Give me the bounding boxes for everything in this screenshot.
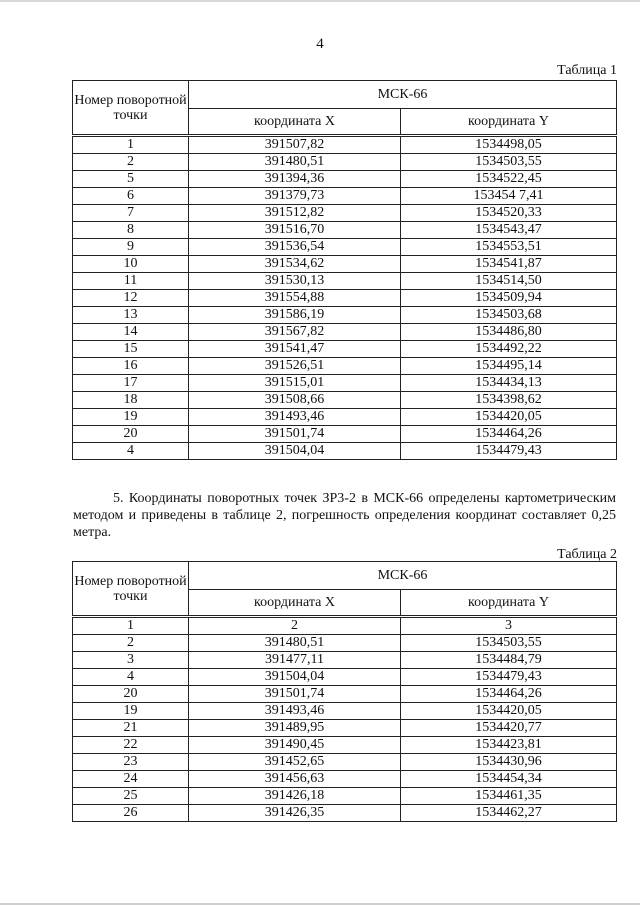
- cell-coordinate-x: 391534,62: [189, 256, 401, 273]
- cell-coordinate-x: 391512,82: [189, 205, 401, 222]
- header-coordinate-x: координата X: [189, 109, 401, 136]
- cell-coordinate-y: 1534553,51: [401, 239, 617, 256]
- cell-coordinate-y: 1534503,55: [401, 154, 617, 171]
- table-row: [73, 205, 617, 222]
- table-row: [73, 771, 617, 788]
- table-row: [73, 720, 617, 737]
- table-row: [73, 805, 617, 822]
- cell-point-number: 5: [73, 171, 189, 188]
- table-row: [73, 290, 617, 307]
- cell-point-number: 24: [73, 771, 189, 788]
- cell-point-number: 26: [73, 805, 189, 822]
- table-row: [73, 788, 617, 805]
- cell-coordinate-x: 391480,51: [189, 635, 401, 652]
- table-row: [73, 686, 617, 703]
- cell-coordinate-y: 1534503,55: [401, 635, 617, 652]
- cell-point-number: 20: [73, 686, 189, 703]
- cell-coordinate-y: 1534479,43: [401, 443, 617, 460]
- cell-coordinate-y: 1534479,43: [401, 669, 617, 686]
- cell-coordinate-y: 1534420,05: [401, 703, 617, 720]
- cell-coordinate-x: 391452,65: [189, 754, 401, 771]
- paragraph-item-5: 5. Координаты поворотных точек ЗР3-2 в МСК-66 определены картометрическим методом и приведены в таблице 2, погрешность определения координат составляет 0,25 метра.: [73, 491, 616, 540]
- cell-point-number: 2: [73, 635, 189, 652]
- header-point-number: Номер поворотной точки: [73, 81, 189, 136]
- cell-coordinate-y: 153454 7,41: [401, 188, 617, 205]
- table-row: [73, 307, 617, 324]
- cell-coordinate-x: 391501,74: [189, 426, 401, 443]
- cell-coordinate-x: 391516,70: [189, 222, 401, 239]
- cell-coordinate-x: 391554,88: [189, 290, 401, 307]
- table2-body: [73, 617, 617, 822]
- cell-coordinate-x: 391493,46: [189, 703, 401, 720]
- cell-coordinate-y: 1534522,45: [401, 171, 617, 188]
- table-row: [73, 392, 617, 409]
- cell-coordinate-x: 391586,19: [189, 307, 401, 324]
- cell-coordinate-x: 391567,82: [189, 324, 401, 341]
- cell-coordinate-x: 391501,74: [189, 686, 401, 703]
- cell-point-number: 21: [73, 720, 189, 737]
- header-coordinate-x: координата X: [189, 590, 401, 617]
- table-row: [73, 669, 617, 686]
- cell-coordinate-y: 1534498,05: [401, 136, 617, 154]
- cell-coordinate-x: 391426,35: [189, 805, 401, 822]
- cell-coordinate-y: 1534430,96: [401, 754, 617, 771]
- table-row: [73, 256, 617, 273]
- table-row: [73, 703, 617, 720]
- cell-point-number: 1: [73, 617, 189, 635]
- table-row: [73, 273, 617, 290]
- cell-coordinate-y: 1534503,68: [401, 307, 617, 324]
- header-coordinate-system: МСК-66: [189, 562, 617, 590]
- cell-coordinate-x: 391493,46: [189, 409, 401, 426]
- table-row: [73, 375, 617, 392]
- cell-coordinate-x: 391536,54: [189, 239, 401, 256]
- cell-point-number: 20: [73, 426, 189, 443]
- cell-coordinate-x: 391489,95: [189, 720, 401, 737]
- cell-coordinate-y: 1534434,13: [401, 375, 617, 392]
- cell-coordinate-x: 391426,18: [189, 788, 401, 805]
- table-row: [73, 136, 617, 154]
- cell-coordinate-y: 1534495,14: [401, 358, 617, 375]
- table1-body: [73, 136, 617, 460]
- cell-point-number: 13: [73, 307, 189, 324]
- cell-coordinate-y: 1534462,27: [401, 805, 617, 822]
- cell-point-number: 12: [73, 290, 189, 307]
- cell-point-number: 11: [73, 273, 189, 290]
- table-row: [73, 171, 617, 188]
- cell-point-number: 19: [73, 703, 189, 720]
- cell-coordinate-x: 2: [189, 617, 401, 635]
- cell-coordinate-y: 1534492,22: [401, 341, 617, 358]
- table-row: [73, 443, 617, 460]
- cell-point-number: 3: [73, 652, 189, 669]
- scan-edge-top: [0, 0, 640, 2]
- cell-point-number: 1: [73, 136, 189, 154]
- cell-coordinate-y: 3: [401, 617, 617, 635]
- cell-coordinate-y: 1534541,87: [401, 256, 617, 273]
- table-row: [73, 617, 617, 635]
- header-coordinate-y: координата Y: [401, 109, 617, 136]
- cell-point-number: 25: [73, 788, 189, 805]
- cell-coordinate-x: 391530,13: [189, 273, 401, 290]
- cell-coordinate-x: 391394,36: [189, 171, 401, 188]
- cell-point-number: 14: [73, 324, 189, 341]
- coordinates-table-1: [72, 80, 617, 460]
- cell-point-number: 7: [73, 205, 189, 222]
- cell-coordinate-y: 1534464,26: [401, 686, 617, 703]
- cell-coordinate-y: 1534484,79: [401, 652, 617, 669]
- cell-coordinate-y: 1534543,47: [401, 222, 617, 239]
- cell-coordinate-y: 1534420,05: [401, 409, 617, 426]
- cell-point-number: 22: [73, 737, 189, 754]
- cell-coordinate-x: 391504,04: [189, 443, 401, 460]
- cell-coordinate-x: 391456,63: [189, 771, 401, 788]
- cell-coordinate-x: 391477,11: [189, 652, 401, 669]
- table-row: [73, 188, 617, 205]
- table-row: [73, 222, 617, 239]
- table-row: [73, 652, 617, 669]
- table-row: [73, 239, 617, 256]
- cell-point-number: 15: [73, 341, 189, 358]
- cell-point-number: 19: [73, 409, 189, 426]
- cell-coordinate-y: 1534398,62: [401, 392, 617, 409]
- table-row: [73, 409, 617, 426]
- page-number: 4: [316, 36, 324, 52]
- cell-coordinate-y: 1534520,33: [401, 205, 617, 222]
- table-row: [73, 426, 617, 443]
- cell-point-number: 9: [73, 239, 189, 256]
- cell-point-number: 18: [73, 392, 189, 409]
- cell-coordinate-y: 1534420,77: [401, 720, 617, 737]
- cell-coordinate-x: 391541,47: [189, 341, 401, 358]
- cell-coordinate-x: 391526,51: [189, 358, 401, 375]
- cell-coordinate-x: 391507,82: [189, 136, 401, 154]
- table-row: [73, 635, 617, 652]
- header-point-number: Номер поворотной точки: [73, 562, 189, 617]
- cell-coordinate-x: 391490,45: [189, 737, 401, 754]
- cell-point-number: 17: [73, 375, 189, 392]
- table-row: [73, 737, 617, 754]
- cell-point-number: 23: [73, 754, 189, 771]
- table-row: [73, 324, 617, 341]
- cell-point-number: 16: [73, 358, 189, 375]
- cell-coordinate-x: 391480,51: [189, 154, 401, 171]
- cell-point-number: 8: [73, 222, 189, 239]
- cell-coordinate-y: 1534464,26: [401, 426, 617, 443]
- cell-coordinate-x: 391508,66: [189, 392, 401, 409]
- table1-caption: Таблица 1: [557, 63, 617, 78]
- cell-coordinate-x: 391515,01: [189, 375, 401, 392]
- cell-point-number: 4: [73, 669, 189, 686]
- table-row: [73, 754, 617, 771]
- table-row: [73, 154, 617, 171]
- cell-point-number: 2: [73, 154, 189, 171]
- coordinates-table-2: [72, 561, 617, 822]
- cell-coordinate-y: 1534461,35: [401, 788, 617, 805]
- header-coordinate-y: координата Y: [401, 590, 617, 617]
- cell-coordinate-y: 1534509,94: [401, 290, 617, 307]
- header-coordinate-system: МСК-66: [189, 81, 617, 109]
- table2-caption: Таблица 2: [557, 547, 617, 562]
- cell-coordinate-y: 1534514,50: [401, 273, 617, 290]
- cell-coordinate-y: 1534423,81: [401, 737, 617, 754]
- cell-coordinate-y: 1534454,34: [401, 771, 617, 788]
- table-row: [73, 358, 617, 375]
- cell-point-number: 6: [73, 188, 189, 205]
- cell-coordinate-y: 1534486,80: [401, 324, 617, 341]
- table-row: [73, 341, 617, 358]
- cell-point-number: 10: [73, 256, 189, 273]
- cell-coordinate-x: 391379,73: [189, 188, 401, 205]
- cell-coordinate-x: 391504,04: [189, 669, 401, 686]
- cell-point-number: 4: [73, 443, 189, 460]
